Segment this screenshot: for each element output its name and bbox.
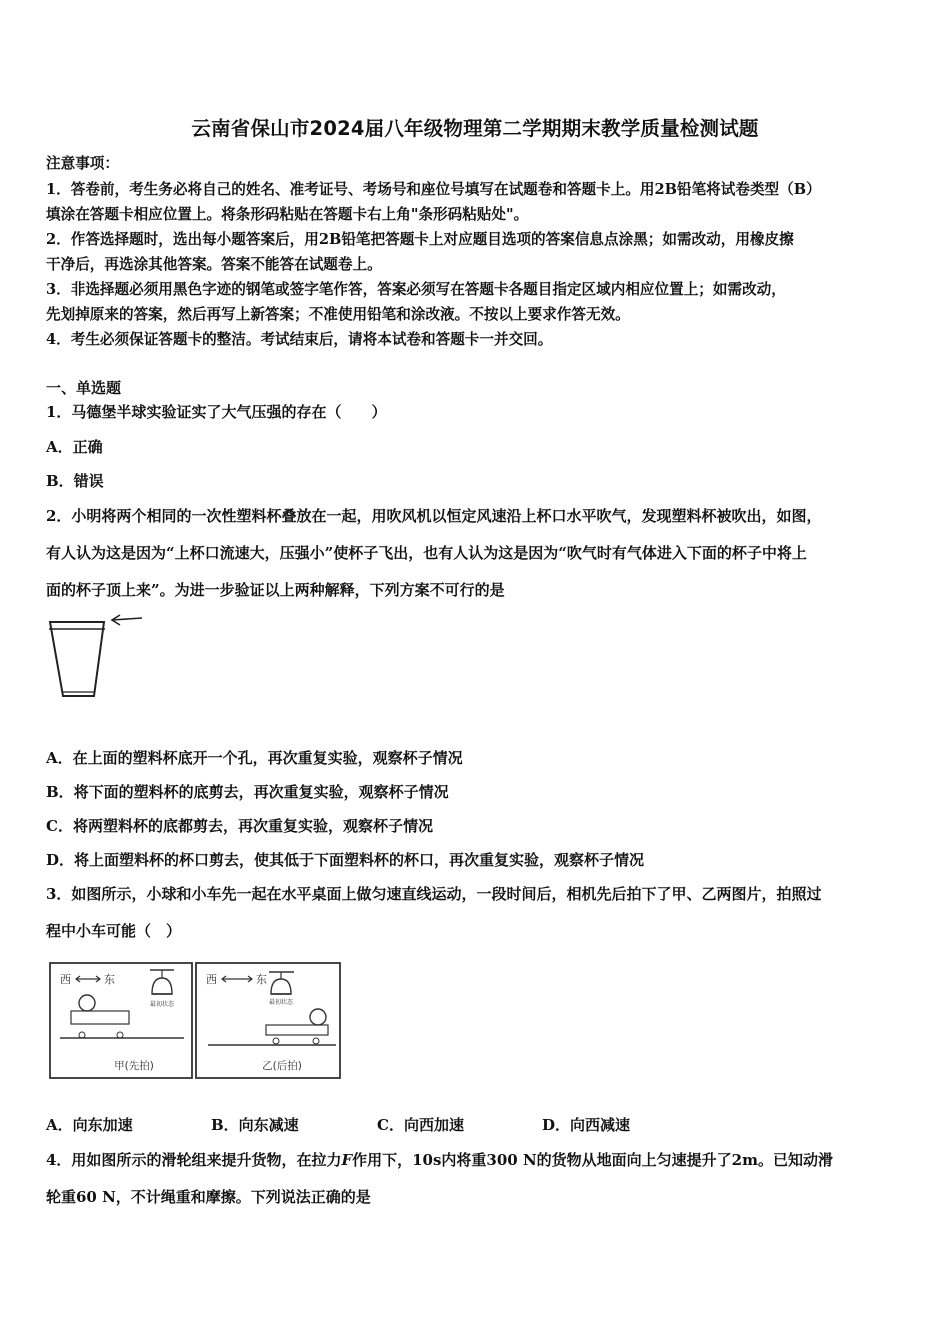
cup-figure <box>44 612 148 704</box>
panel2-west-label: 西 <box>206 973 217 986</box>
panel1-west-label: 西 <box>60 973 71 986</box>
panel1-lamp-label: 最初状态 <box>149 1001 175 1008</box>
q3-option-a: A．向东加速 <box>46 1116 133 1134</box>
q2-option-b: B．将下面的塑料杯的底剪去，再次重复实验，观察杯子情况 <box>46 783 449 801</box>
notice-line: 1．答卷前，考生务必将自己的姓名、准考证号、考场号和座位号填写在试题卷和答题卡上。用2B铅笔将试卷类型（B） <box>46 181 821 198</box>
q3-option-c: C．向西加速 <box>377 1116 464 1134</box>
q4-stem-line2: 轮重60 N，不计绳重和摩擦。下列说法正确的是 <box>46 1188 371 1206</box>
q3-stem-line: 程中小车可能（ ） <box>46 922 182 940</box>
q2-stem-line: 有人认为这是因为“上杯口流速大，压强小”使杯子飞出，也有人认为这是因为“吹气时有气体进入下面的杯子中将上 <box>46 544 807 562</box>
q4-stem-pre: 4．用如图所示的滑轮组来提升货物，在拉力 <box>46 1151 342 1169</box>
q1-option-a: A．正确 <box>46 438 103 456</box>
q4-stem-line1 <box>46 1149 833 1170</box>
notice-line: 4．考生必须保证答题卡的整洁。考试结束后，请将本试卷和答题卡一并交回。 <box>46 331 553 348</box>
q2-option-d: D．将上面塑料杯的杯口剪去，使其低于下面塑料杯的杯口，再次重复实验，观察杯子情况 <box>46 851 645 869</box>
panel-jia <box>50 963 192 1078</box>
notice-line: 2．作答选择题时，选出每小题答案后，用2B铅笔把答题卡上对应题目选项的答案信息点涂黑；如需改动，用橡皮擦 <box>46 231 794 248</box>
q1-stem: 1．马德堡半球实验证实了大气压强的存在（ ） <box>46 403 387 421</box>
q3-option-b: B．向东减速 <box>211 1116 299 1134</box>
page-title: 云南省保山市2024届八年级物理第二学期期末教学质量检测试题 <box>191 117 759 140</box>
panel2-lamp-label: 最初状态 <box>268 999 294 1006</box>
panel-yi <box>196 963 340 1078</box>
panel2-caption: 乙(后拍) <box>262 1060 302 1072</box>
q2-stem-line: 2．小明将两个相同的一次性塑料杯叠放在一起，用吹风机以恒定风速沿上杯口水平吹气，发现塑料杯被吹出，如图， <box>46 507 822 525</box>
q2-stem-line: 面的杯子顶上来”。为进一步验证以上两种解释，下列方案不可行的是 <box>46 581 505 599</box>
notice-heading: 注意事项： <box>46 155 119 172</box>
q3-figure <box>48 961 344 1081</box>
q4-stem-post: 作用下，10s内将重300 N的货物从地面向上匀速提升了2m。已知动滑 <box>352 1151 833 1169</box>
notice-line: 先划掉原来的答案，然后再写上新答案；不准使用铅笔和涂改液。不按以上要求作答无效。 <box>46 306 630 323</box>
panel1-caption: 甲(先拍) <box>114 1060 154 1072</box>
notice-line: 干净后，再选涂其他答案。答案不能答在试题卷上。 <box>46 256 382 273</box>
q4-force-symbol: F <box>341 1151 353 1169</box>
section-heading: 一、单选题 <box>46 379 122 397</box>
q2-option-c: C．将两塑料杯的底都剪去，再次重复实验，观察杯子情况 <box>46 817 433 835</box>
q3-option-d: D．向西减速 <box>542 1116 631 1134</box>
notice-line: 3．非选择题必须用黑色字迹的钢笔或签字笔作答，答案必须写在答题卡各题目指定区域内相应位置上；如需改动， <box>46 281 786 298</box>
q1-option-b: B．错误 <box>46 472 104 490</box>
panel2-east-label: 东 <box>256 973 267 986</box>
q3-stem-line: 3．如图所示，小球和小车先一起在水平桌面上做匀速直线运动，一段时间后，相机先后拍下了甲、乙两图片，拍照过 <box>46 885 822 903</box>
notice-line: 填涂在答题卡相应位置上。将条形码粘贴在答题卡右上角"条形码粘贴处"。 <box>46 206 529 223</box>
panel1-east-label: 东 <box>104 973 115 986</box>
q2-option-a: A．在上面的塑料杯底开一个孔，再次重复实验，观察杯子情况 <box>46 749 463 767</box>
